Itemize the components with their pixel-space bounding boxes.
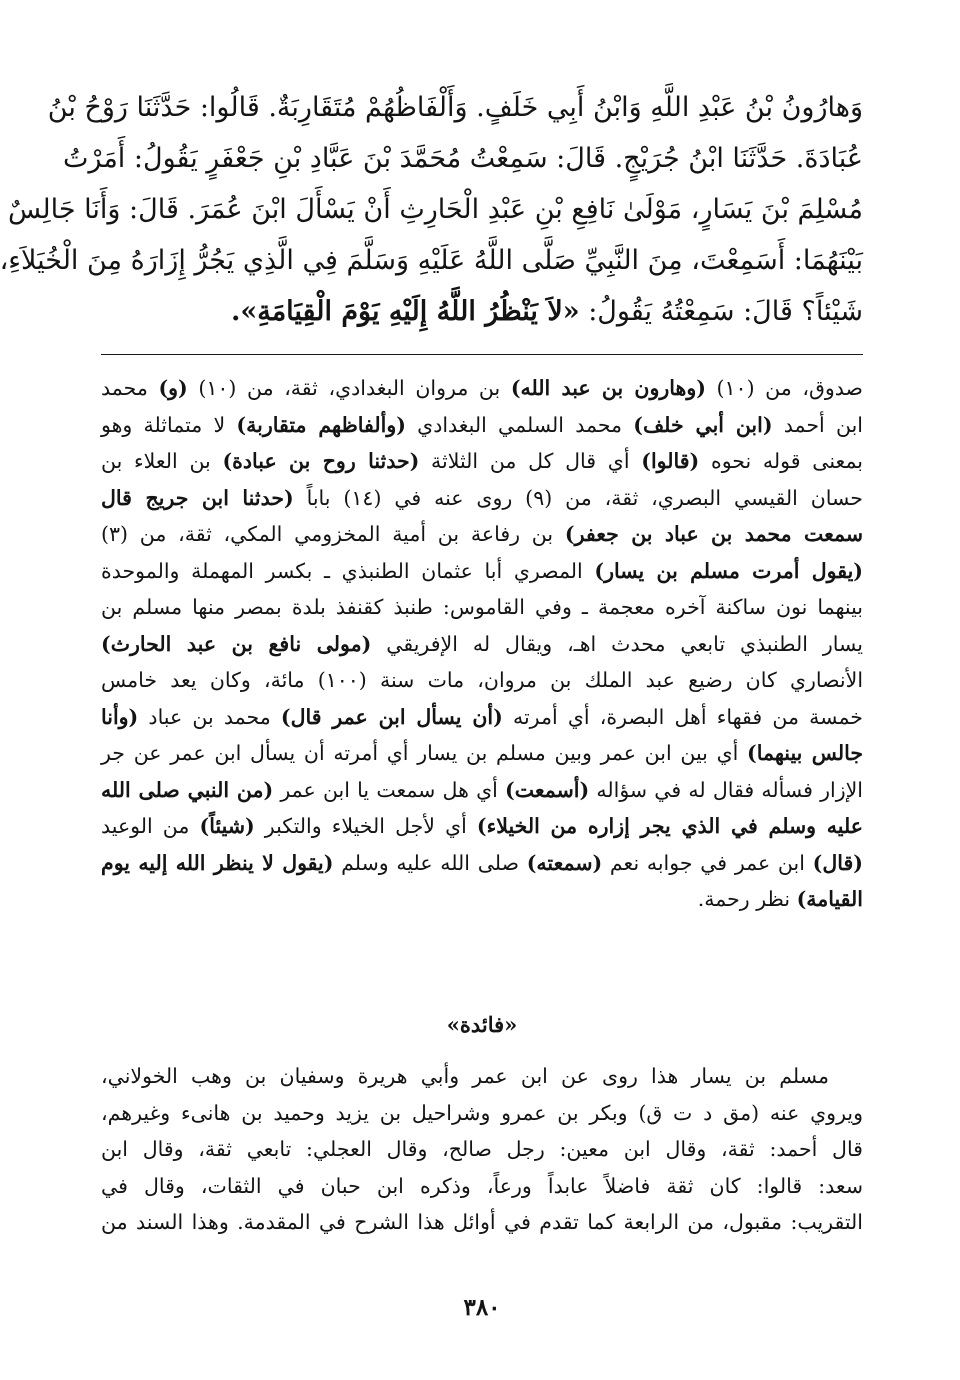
hadith-text <box>0 82 863 337</box>
hadith-line: بَيْنَهُمَا: أَسَمِعْتَ، مِنَ النَّبِيِّ صَلَّى اللَّهُ عَلَيْهِ وَسَلَّمَ فِي الَّذِي يَجُرُّ إِزَارَهُ مِنَ الْخُيَلاَءِ، <box>0 245 863 276</box>
quoted-phrase: (قال) <box>812 850 863 875</box>
plain-text: بن العلاء بن <box>101 449 223 473</box>
quoted-phrase: (حدثنا ابن جريج قال <box>101 485 294 510</box>
plain-text: محمد بن عباد <box>138 704 281 729</box>
quoted-phrase: القيامة) <box>796 887 863 911</box>
commentary-line <box>101 407 863 444</box>
quoted-phrase: جالس بينهما) <box>747 741 863 765</box>
plain-text: محمد السلمي البغدادي <box>405 412 634 437</box>
plain-text: لا متماثلة وهو <box>101 412 237 437</box>
plain-text: خمسة من فقهاء أهل البصرة، أي أمرته <box>502 704 863 729</box>
hadith-text-span: شَيْئاً؟ قَالَ: سَمِعْتُهُ يَقُولُ: <box>588 296 863 327</box>
quoted-phrase: (يقول أمرت مسلم بن يسار) <box>594 558 863 583</box>
commentary-line <box>101 370 863 407</box>
page-number: ٣٨٠ <box>463 1294 501 1321</box>
quoted-phrase: (و) <box>158 376 188 400</box>
plain-text: ابن أحمد <box>772 412 863 437</box>
commentary-line <box>101 772 863 809</box>
quoted-phrase: (سمعته) <box>526 850 603 875</box>
plain-text: نظر رحمة. <box>697 887 797 911</box>
quoted-phrase: (ابن أبي خلف) <box>633 412 773 437</box>
plain-text: الإزار فسأله فقال له في سؤاله <box>589 777 863 802</box>
commentary-line <box>101 553 863 590</box>
plain-text: يسار الطنبذي تابعي محدث اهـ، ويقال له الإفريقي <box>371 631 863 656</box>
benefit-line: سعد: قالوا: كان ثقة فاضلاً عابداً ورعاً، وذكره ابن حبان في الثقات، وقال في <box>101 1173 863 1198</box>
commentary-line <box>101 808 863 845</box>
hadith-quote: «لاَ يَنْظُرُ اللَّهُ إِلَيْهِ يَوْمَ الْقِيَامَةِ». <box>230 296 580 327</box>
benefit-line: قال أحمد: ثقة، وقال ابن معين: رجل صالح، وقال العجلي: تابعي ثقة، وقال ابن <box>101 1137 863 1161</box>
quoted-phrase: (يقول لا ينظر الله إليه يوم <box>101 850 334 875</box>
plain-text: أي قال كل من الثلاثة <box>419 449 642 473</box>
quoted-phrase: (وألفاظهم متقاربة) <box>236 412 406 437</box>
plain-text: صدوق، من (١٠) <box>705 376 863 400</box>
quoted-phrase: (قالوا) <box>641 449 700 473</box>
plain-text: المصري أبا عثمان الطنبذي ـ بكسر المهملة والموحدة <box>101 558 595 583</box>
plain-text: بمعنى قوله نحوه <box>699 449 863 473</box>
benefit-line: ويروي عنه (مق د ت ق) وبكر بن عمرو وشراحيل بن يزيد وحميد بن هانىء وغيرهم، <box>101 1100 863 1125</box>
commentary-line: بينهما نون ساكنة آخره معجمة ـ وفي القاموس: طنبذ كقنفذ بلدة بمصر منها مسلم بن <box>101 595 863 619</box>
quoted-phrase: (مولى نافع بن عبد الحارث) <box>101 631 372 656</box>
commentary-line <box>101 735 863 772</box>
quoted-phrase: (شيئاً) <box>199 814 255 838</box>
commentary-line <box>101 845 863 882</box>
benefit-heading: «فائدة» <box>446 1012 518 1037</box>
plain-text: بن مروان البغدادي، ثقة، من (١٠) <box>187 376 511 400</box>
commentary-line <box>101 516 863 553</box>
quoted-phrase: سمعت محمد بن عباد بن جعفر) <box>564 522 863 546</box>
benefit-line: التقريب: مقبول، من الرابعة كما تقدم في أوائل هذا الشرح في المقدمة. وهذا السند من <box>101 1210 863 1234</box>
plain-text: أي بين ابن عمر وبين مسلم بن يسار أي أمرته أن يسأل ابن عمر عن جر <box>101 741 748 765</box>
commentary-line: الأنصاري كان رضيع عبد الملك بن مروان، مات سنة (١٠٠) مائة، وكان يعد خامس <box>101 668 864 692</box>
plain-text: ابن عمر في جوابه نعم <box>602 850 813 875</box>
quoted-phrase: (أن يسأل ابن عمر قال) <box>280 704 503 729</box>
hadith-line <box>101 286 863 337</box>
benefit-line: مسلم بن يسار هذا روى عن ابن عمر وأبي هريرة وسفيان بن وهب الخولاني، <box>101 1064 829 1088</box>
quoted-phrase: (أسمعت) <box>505 777 590 802</box>
plain-text: أي لأجل الخيلاء والتكبر <box>254 814 477 838</box>
hadith-line: وَهارُونُ بْنُ عَبْدِ اللَّهِ وَابْنُ أَبِي خَلَفٍ. وَأَلْفَاظُهُمْ مُتَقَارِبَةٌ. قَالُوا: حَدَّثَنَا رَوْحُ بْنُ <box>47 92 863 123</box>
plain-text: بن رفاعة بن أمية المخزومي المكي، ثقة، من (٣) <box>101 522 565 546</box>
plain-text: محمد <box>101 376 159 400</box>
commentary-line <box>101 626 863 663</box>
commentary-line <box>101 443 863 480</box>
benefit-section <box>101 1058 863 1241</box>
commentary-line <box>101 881 863 918</box>
quoted-phrase: (وأنا <box>101 704 139 729</box>
plain-text: أي هل سمعت يا ابن عمر <box>273 777 506 802</box>
plain-text: من الوعيد <box>101 814 200 838</box>
plain-text: حسان القيسي البصري، ثقة، من (٩) روى عنه في (١٤) باباً <box>293 485 863 510</box>
hadith-line: مُسْلِمَ بْنَ يَسَارٍ، مَوْلَىٰ نَافِعِ بْنِ عَبْدِ الْحَارِثِ أَنْ يَسْأَلَ ابْنَ عُمَرَ. قَالَ: وَأَنَا جَالِسٌ <box>8 194 863 225</box>
quoted-phrase: (وهارون بن عبد الله) <box>510 376 706 400</box>
quoted-phrase: عليه وسلم في الذي يجر إزاره من الخيلاء) <box>476 814 863 838</box>
quoted-phrase: (حدثنا روح بن عبادة) <box>222 449 420 473</box>
commentary-line <box>101 699 863 736</box>
plain-text: صلى الله عليه وسلم <box>333 850 527 875</box>
commentary-line <box>101 480 863 517</box>
commentary <box>101 370 863 918</box>
hadith-line: عُبَادَةَ. حَدَّثَنَا ابْنُ جُرَيْجٍ. قَالَ: سَمِعْتُ مُحَمَّدَ بْنَ عَبَّادِ بْنِ جَعْفَرٍ يَقُولُ: أَمَرْتُ <box>63 143 863 174</box>
quoted-phrase: (من النبي صلى الله <box>101 777 274 802</box>
footnote-divider <box>101 354 863 355</box>
